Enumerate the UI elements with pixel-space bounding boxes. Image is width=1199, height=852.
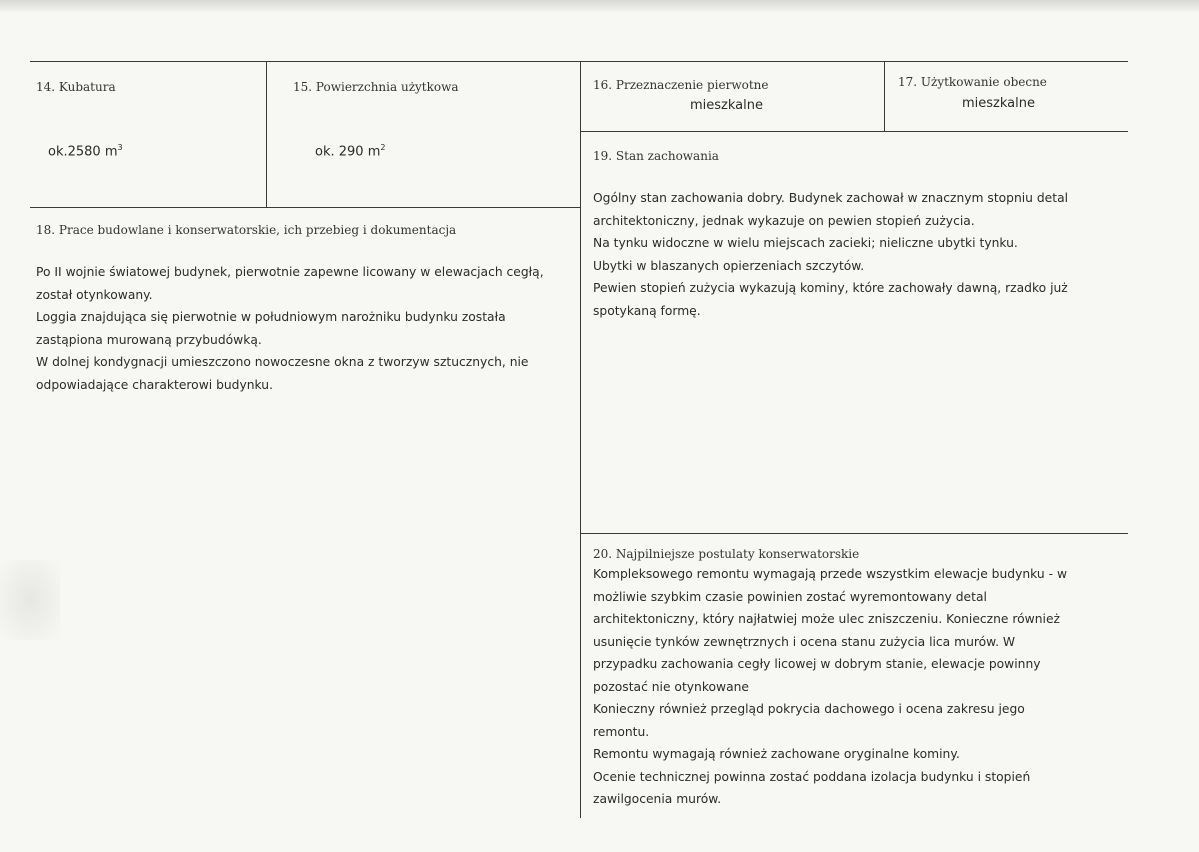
field-16-heading: 16. Przeznaczenie pierwotne	[593, 78, 769, 92]
field-19-line: spotykaną formę.	[593, 303, 701, 318]
divider-14-15	[266, 61, 267, 207]
field-18-line: odpowiadające charakterowi budynku.	[36, 377, 273, 392]
field-18-line: zastąpiona murowaną przybudówką.	[36, 332, 262, 347]
field-18-line: Po II wojnie światowej budynek, pierwotnie zapewne licowany w elewacjach cegłą,	[36, 265, 544, 279]
field-17-value: mieszkalne	[962, 96, 1035, 111]
center-divider	[580, 61, 581, 818]
field-20-heading: 20. Najpilniejsze postulaty konserwatorskie	[593, 547, 860, 561]
field-20-line: usunięcie tynków zewnętrznych i ocena stanu zużycia lica murów. W	[593, 634, 1016, 649]
field-20-line: zawilgocenia murów.	[593, 792, 722, 806]
field-18-line: Loggia znajdująca się pierwotnie w południowym narożniku budynku została	[36, 310, 506, 324]
table-top-border	[30, 61, 1128, 62]
border-above-20	[580, 533, 1128, 534]
field-19-line: Ogólny stan zachowania dobry. Budynek zachował w znacznym stopniu detal	[593, 191, 1069, 205]
field-20-line: Kompleksowego remontu wymagają przede wszystkim elewacje budynku - w	[593, 567, 1068, 581]
field-20-line: remontu.	[593, 724, 650, 739]
field-15-value: ok. 290 $m^2$	[315, 143, 386, 160]
field-19-line: Ubytki w blaszanych opierzeniach szczytów.	[593, 258, 865, 273]
field-19-text	[593, 187, 1105, 322]
field-18-text	[36, 261, 574, 396]
field-20-line: Ocenie technicznej powinna zostać poddana izolacja budynku i stopień	[593, 769, 1031, 784]
field-20-line: architektoniczny, który najłatwiej może ulec zniszczeniu. Konieczne również	[593, 612, 1060, 626]
border-below-16-17	[580, 131, 1128, 132]
field-17-heading: 17. Użytkowanie obecne	[898, 75, 1047, 89]
field-18-line: W dolnej kondygnacji umieszczono nowoczesne okna z tworzyw sztucznych, nie	[36, 355, 529, 369]
border-below-14-15	[30, 207, 581, 208]
field-15-heading: 15. Powierzchnia użytkowa	[293, 80, 459, 94]
field-19-line: architektoniczny, jednak wykazuje on pewien stopień zużycia.	[593, 213, 975, 228]
field-18-line: został otynkowany.	[36, 287, 153, 302]
scan-edge	[0, 0, 1199, 12]
field-20-text	[593, 563, 1105, 811]
field-20-line: pozostać nie otynkowane	[593, 679, 749, 694]
field-14-heading: 14. Kubatura	[36, 80, 116, 94]
field-20-line: przypadku zachowania cegły licowej w dobrym stanie, elewacje powinny	[593, 657, 1041, 671]
divider-16-17	[884, 61, 885, 131]
field-19-line: Pewien stopień zużycia wykazują kominy, które zachowały dawną, rzadko już	[593, 281, 1068, 295]
scan-stain	[0, 560, 60, 640]
field-19-line: Na tynku widoczne w wielu miejscach zacieki; nieliczne ubytki tynku.	[593, 236, 1018, 250]
field-16-value: mieszkalne	[690, 98, 763, 113]
field-20-line: możliwie szybkim czasie powinien zostać wyremontowany detal	[593, 589, 987, 604]
field-19-heading: 19. Stan zachowania	[593, 149, 719, 163]
field-20-line: Konieczny również przegląd pokrycia dachowego i ocena zakresu jego	[593, 702, 1025, 716]
field-20-line: Remontu wymagają również zachowane oryginalne kominy.	[593, 747, 960, 761]
field-18-heading: 18. Prace budowlane i konserwatorskie, ich przebieg i dokumentacja	[36, 223, 457, 237]
field-14-value: ok.2580 $m^3$	[48, 143, 123, 160]
